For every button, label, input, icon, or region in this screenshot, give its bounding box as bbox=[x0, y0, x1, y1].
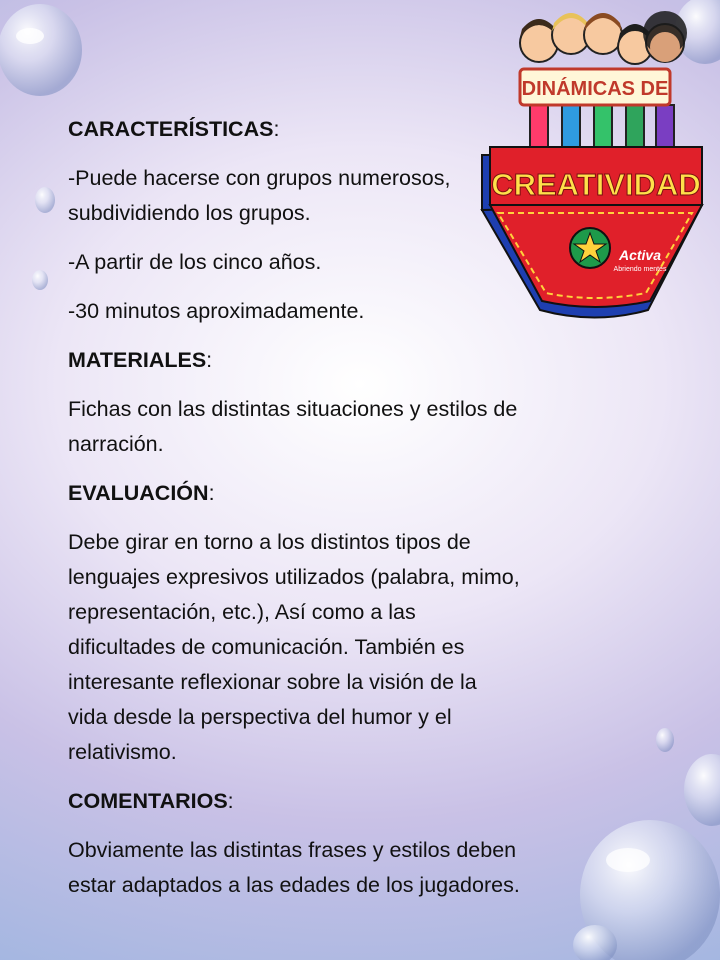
heading-caracteristicas-text: CARACTERÍSTICAS bbox=[68, 117, 274, 141]
drop-top-left bbox=[0, 4, 82, 96]
activa-badge-subtext: Abriendo mentes bbox=[613, 266, 667, 273]
materiales-line: Fichas con las distintas situaciones y estilos de bbox=[68, 397, 518, 421]
creatividad-text: CREATIVIDAD bbox=[491, 167, 701, 202]
evaluacion-line: lenguajes expresivos utilizados (palabra, mimo, bbox=[68, 565, 520, 589]
heading-materiales bbox=[68, 343, 628, 378]
caracteristicas-item: -30 minutos aproximadamente. bbox=[68, 299, 365, 323]
heading-comentarios bbox=[68, 784, 628, 819]
evaluacion-line: vida desde la perspectiva del humor y el bbox=[68, 705, 452, 729]
drop-right-mid bbox=[656, 728, 674, 752]
heading-colon: : bbox=[273, 117, 280, 141]
evaluacion-line: relativismo. bbox=[68, 740, 177, 764]
heading-colon: : bbox=[206, 348, 213, 372]
materiales-line: narración. bbox=[68, 432, 164, 456]
evaluacion-line: Debe girar en torno a los distintos tipos de bbox=[68, 530, 471, 554]
activa-badge-text: Activa bbox=[618, 247, 662, 263]
heading-colon: : bbox=[208, 481, 215, 505]
heading-evaluacion bbox=[68, 476, 628, 511]
comentarios-line: Obviamente las distintas frases y estilos deben bbox=[68, 838, 517, 862]
heading-colon: : bbox=[227, 789, 234, 813]
heading-comentarios-text: COMENTARIOS bbox=[68, 789, 228, 813]
evaluacion-line: representación, etc.), Así como a las bbox=[68, 600, 416, 624]
evaluacion-paragraph bbox=[68, 525, 628, 770]
evaluacion-line: dificultades de comunicación. También es bbox=[68, 635, 465, 659]
dinamicas-banner-text: DINÁMICAS DE bbox=[521, 78, 669, 100]
dinamicas-creatividad-logo bbox=[470, 5, 705, 325]
creatividad-arrow bbox=[482, 147, 702, 318]
comentarios-paragraph bbox=[68, 833, 628, 903]
caracteristicas-item: -A partir de los cinco años. bbox=[68, 250, 322, 274]
caracteristicas-line: -Puede hacerse con grupos numerosos, bbox=[68, 166, 451, 190]
evaluacion-line: interesante reflexionar sobre la visión de la bbox=[68, 670, 477, 694]
heading-materiales-text: MATERIALES bbox=[68, 348, 207, 372]
comentarios-line: estar adaptados a las edades de los jugadores. bbox=[68, 873, 520, 897]
heading-evaluacion-text: EVALUACIÓN bbox=[68, 481, 209, 505]
star-badge-icon bbox=[570, 228, 610, 268]
drop-left-mid bbox=[32, 187, 55, 290]
caracteristicas-line: subdividiendo los grupos. bbox=[68, 201, 311, 225]
dinamicas-banner bbox=[520, 69, 670, 105]
materiales-paragraph bbox=[68, 392, 628, 462]
